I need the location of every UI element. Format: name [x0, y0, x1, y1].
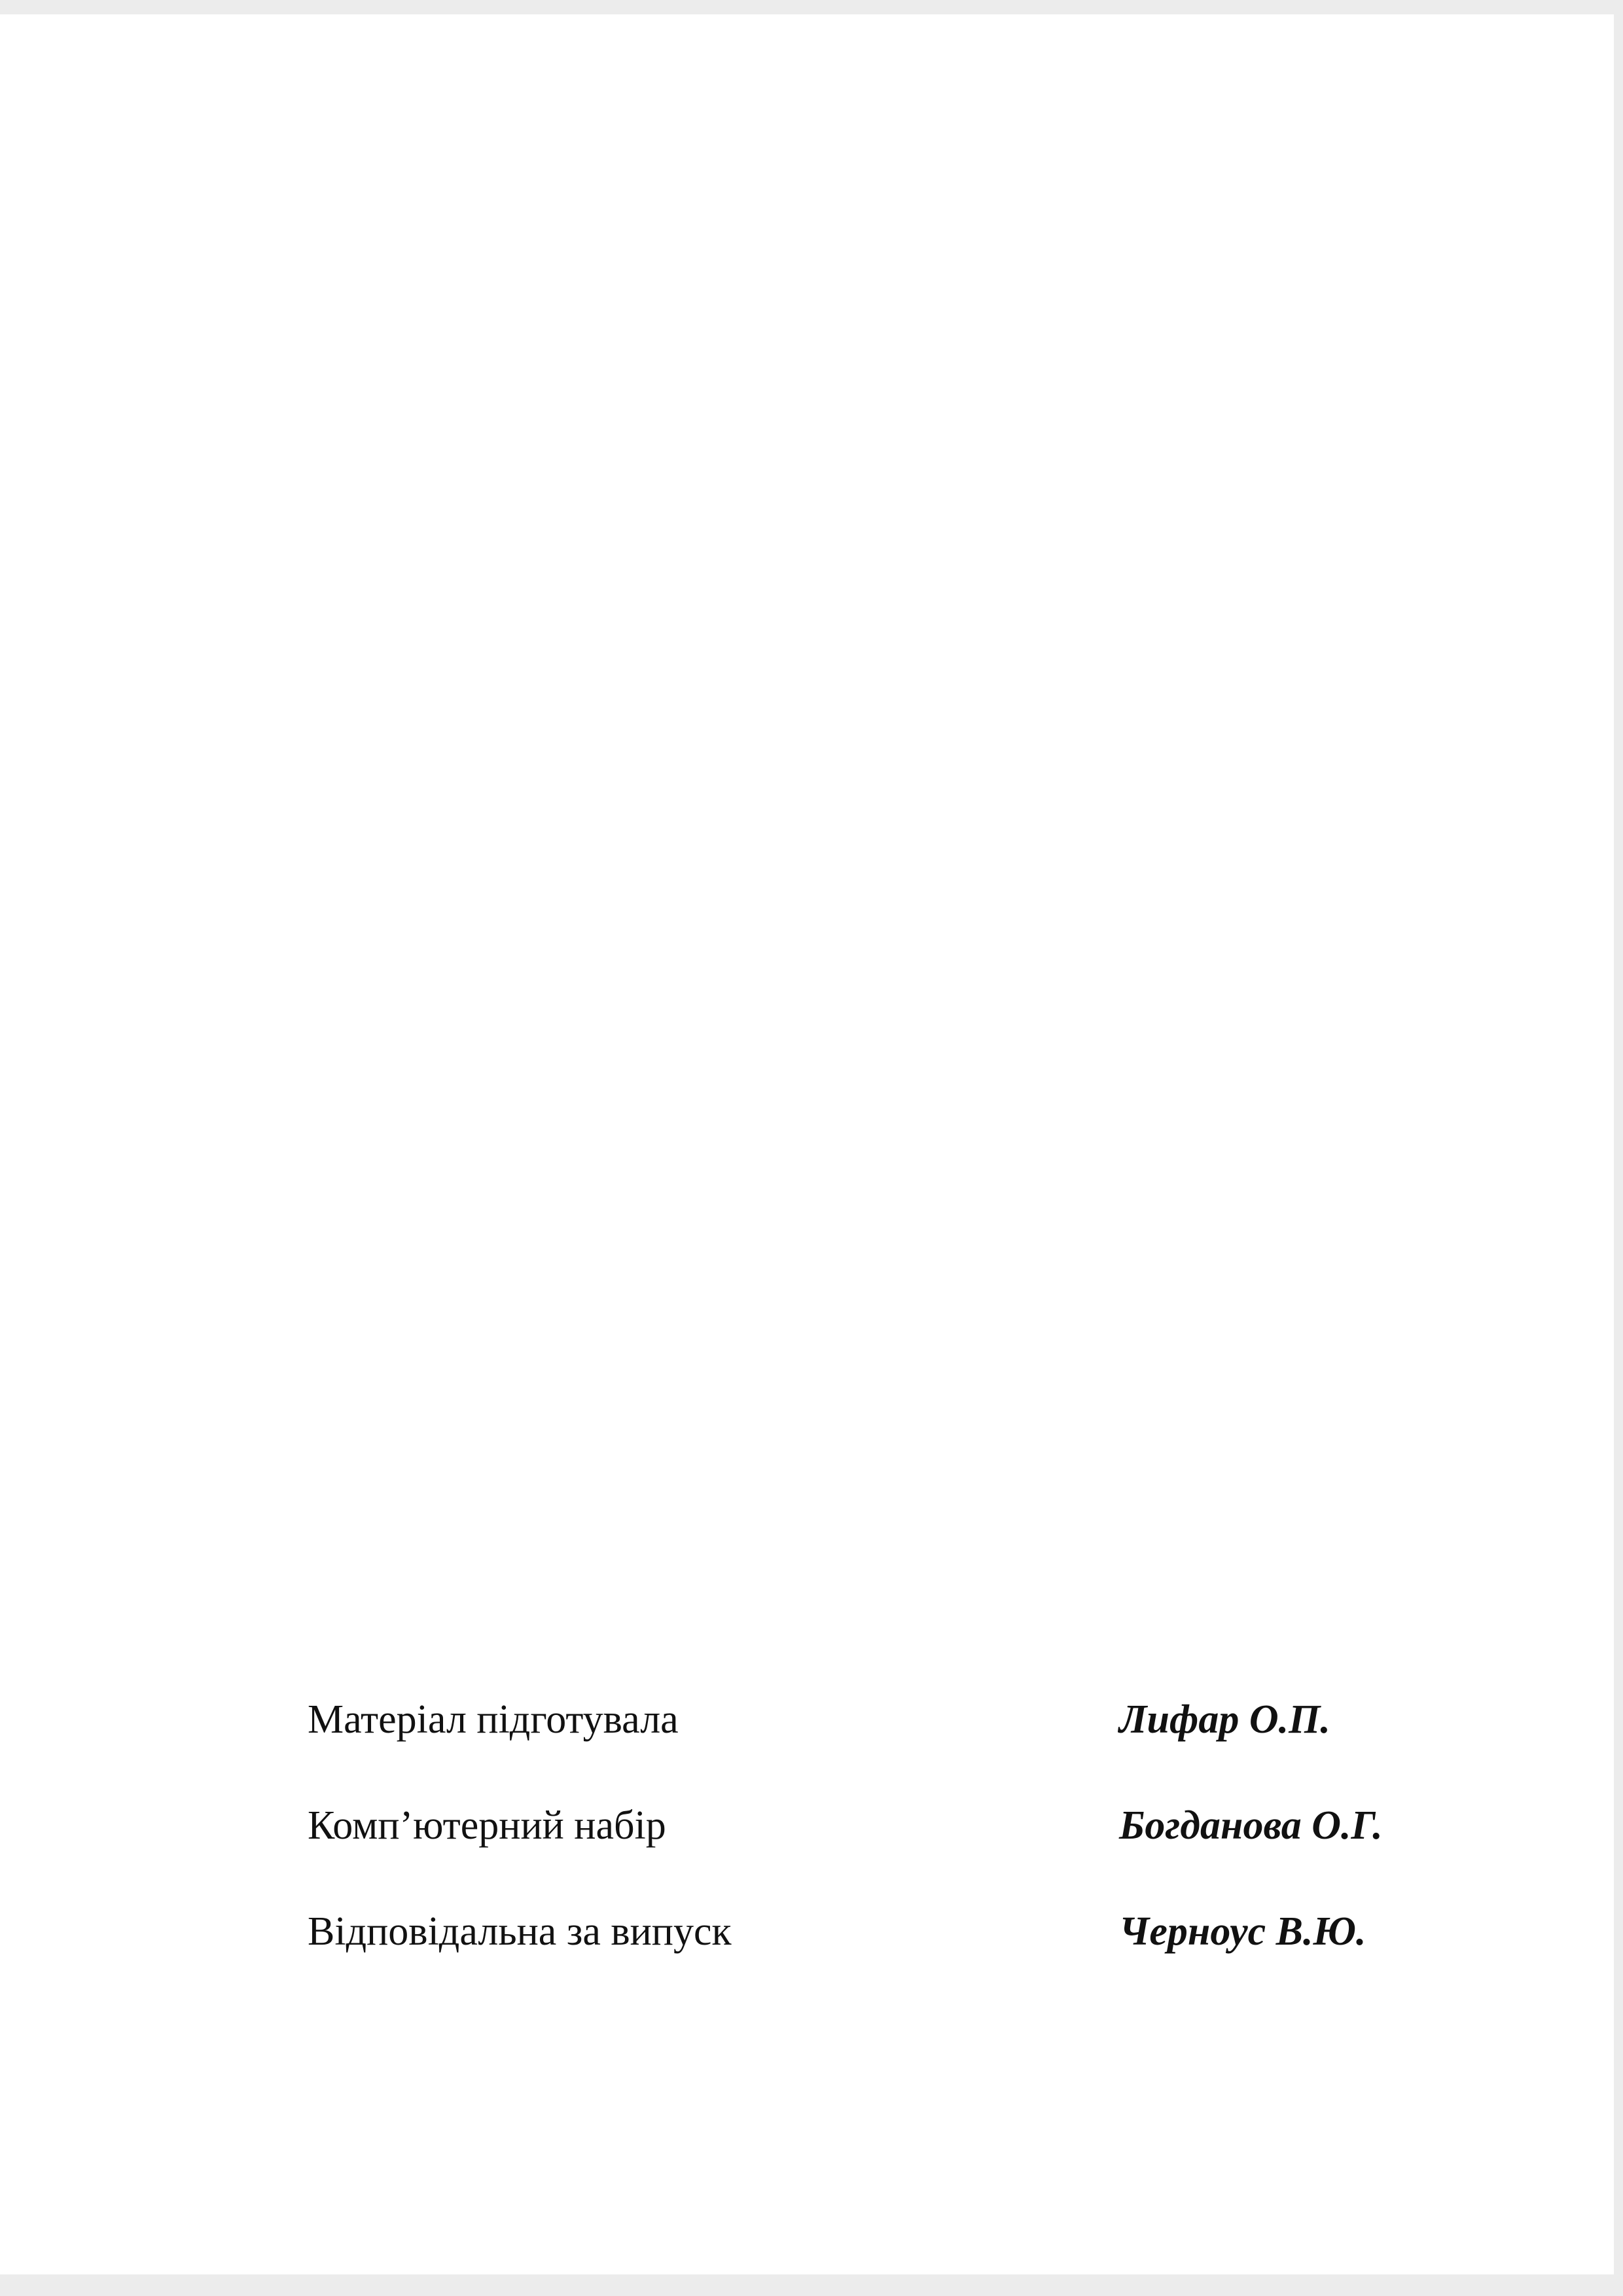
credit-row-prepared-by [308, 1699, 1486, 1805]
credit-person: Лифар О.П. [1119, 1697, 1330, 1742]
credit-role: Відповідальна за випуск [308, 1909, 732, 1954]
document-page [0, 14, 1614, 2274]
credit-role: Матеріал підготувала [308, 1697, 679, 1742]
credit-person: Черноус В.Ю. [1119, 1909, 1366, 1954]
credit-person: Богданова О.Г. [1119, 1803, 1383, 1848]
credit-row-responsible [308, 1911, 1486, 2017]
credit-role: Комп’ютерний набір [308, 1803, 666, 1848]
credits-block [308, 1699, 1486, 2017]
credit-row-typesetting [308, 1805, 1486, 1911]
